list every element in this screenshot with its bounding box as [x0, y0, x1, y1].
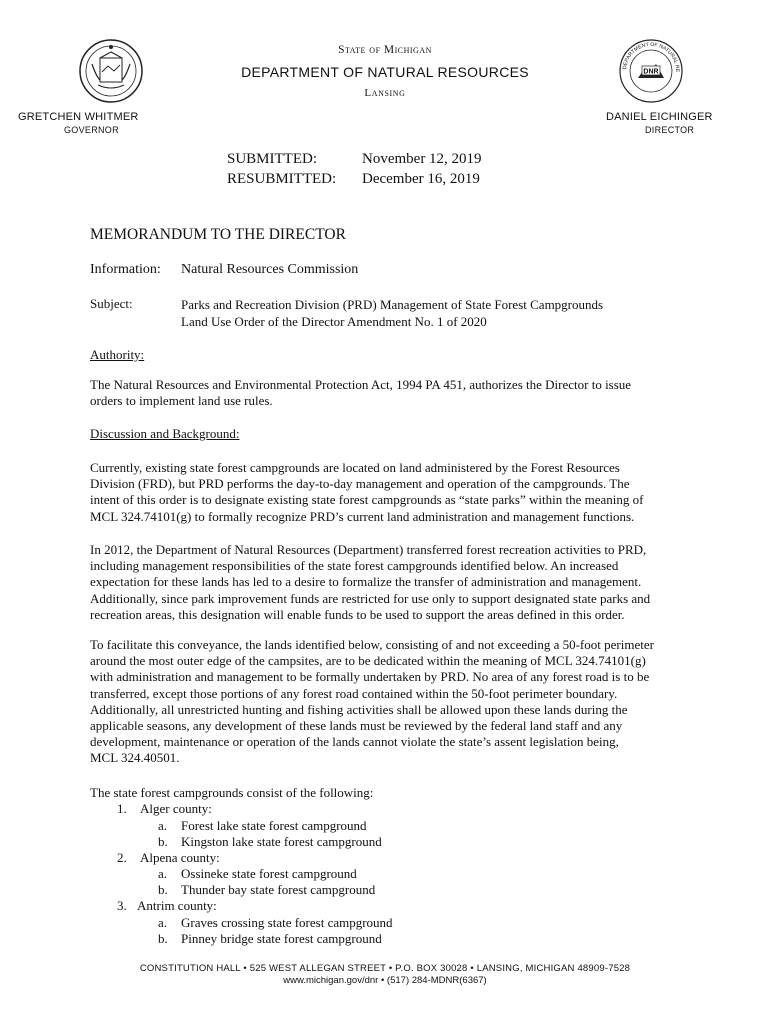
list-letter: a. — [158, 915, 168, 930]
footer-contact: www.michigan.gov/dnr • (517) 284-MDNR(6367) — [283, 975, 487, 986]
paragraph-line: around the most outer edge of the campsites, are to be dedicated within the meaning of MCL 324.74101(g) — [90, 653, 646, 669]
discussion-paragraph-1 — [90, 460, 680, 525]
county-name: Antrim county: — [137, 898, 217, 913]
list-letter: a. — [158, 818, 168, 833]
svg-text:DNR: DNR — [643, 68, 659, 76]
paragraph-line: applicable seasons, any development of these lands must be reviewed by the federal land staff and any — [90, 718, 623, 734]
director-title: DIRECTOR — [645, 125, 695, 135]
paragraph-line: The Natural Resources and Environmental Protection Act, 1994 PA 451, authorizes the Director to issue — [90, 377, 632, 392]
paragraph-line: with administration and management to be formally undertaken by PRD. No area of any forest road is to be — [90, 669, 650, 685]
list-letter: b. — [158, 834, 168, 849]
paragraph-line: orders to implement land use rules. — [90, 393, 273, 409]
information-label: Information: — [90, 262, 161, 277]
subject-label: Subject: — [90, 296, 133, 311]
paragraph-line: Currently, existing state forest campgrounds are located on land administered by the Forest Resources — [90, 460, 620, 475]
governor-title: GOVERNOR — [64, 125, 119, 135]
paragraph-line: Additionally, all unrestricted hunting and fishing activities shall be allowed upon these lands during the — [90, 701, 628, 717]
paragraph-line: intent of this order is to designate existing state forest campgrounds as “state parks” within the meaning of — [90, 492, 644, 508]
submitted-date: November 12, 2019 — [362, 151, 482, 167]
paragraph-line: expectation for these lands has led to a desire to formalize the transfer of administration and management. — [90, 574, 642, 590]
authority-heading: Authority: — [90, 347, 145, 362]
information-value: Natural Resources Commission — [181, 262, 359, 277]
resubmitted-date: December 16, 2019 — [362, 171, 480, 187]
paragraph-line: recreation areas, this designation will enable funds to be used to support the areas defined in this order. — [90, 606, 625, 622]
campground-name: Pinney bridge state forest campground — [181, 931, 382, 946]
paragraph-line: To facilitate this conveyance, the lands identified below, consisting of and not exceeding a 50-foot perimeter — [90, 637, 654, 652]
state-heading: State of Michigan — [338, 44, 432, 56]
paragraph-line: MCL 324.74101(g) to formally recognize PRD’s current land administration and management functions. — [90, 508, 635, 524]
paragraph-line: transferred, except those portions of any forest road contained within the 50-foot perimeter boundary. — [90, 685, 618, 701]
list-number: 3. — [117, 898, 127, 913]
paragraph-line: MCL 324.40501. — [90, 750, 180, 766]
campground-name: Kingston lake state forest campground — [181, 834, 382, 849]
list-intro: The state forest campgrounds consist of the following: — [90, 785, 374, 800]
paragraph-line: development, maintenance or operation of the lands cannot violate the state’s assent legislation being, — [90, 734, 619, 750]
county-name: Alger county: — [140, 801, 212, 816]
campground-name: Forest lake state forest campground — [181, 818, 367, 833]
paragraph-line: including management responsibilities of the state forest campgrounds identified below. An increased — [90, 558, 619, 574]
footer-address: CONSTITUTION HALL • 525 WEST ALLEGAN STREET • P.O. BOX 30028 • LANSING, MICHIGAN 48909-7528 — [139, 963, 631, 974]
discussion-paragraph-3 — [90, 637, 680, 767]
list-letter: b. — [158, 931, 168, 946]
list-number: 1. — [117, 801, 127, 816]
list-number: 2. — [117, 850, 127, 865]
paragraph-line: Additionally, since park improvement funds are restricted for use only to support designated state parks and — [90, 590, 651, 606]
submitted-label: SUBMITTED: — [227, 151, 317, 167]
paragraph-line: Division (FRD), but PRD performs the day-to-day management and operation of the campgrounds. The — [90, 476, 630, 492]
svg-text:DEPARTMENT OF NATURAL RESOURCE: DEPARTMENT OF NATURAL RE — [622, 41, 681, 73]
paragraph-line: In 2012, the Department of Natural Resources (Department) transferred forest recreation activities to PRD, — [90, 542, 647, 557]
resubmitted-label: RESUBMITTED: — [227, 171, 337, 187]
memo-title: MEMORANDUM TO THE DIRECTOR — [90, 226, 346, 243]
city-heading: Lansing — [364, 87, 406, 99]
dnr-seal-logo — [618, 38, 684, 104]
campground-name: Graves crossing state forest campground — [181, 915, 393, 930]
campground-name: Thunder bay state forest campground — [181, 882, 376, 897]
subject-line-2: Land Use Order of the Director Amendment No. 1 of 2020 — [181, 314, 487, 329]
department-heading: DEPARTMENT OF NATURAL RESOURCES — [241, 64, 529, 80]
county-name: Alpena county: — [140, 850, 220, 865]
director-name: DANIEL EICHINGER — [606, 111, 713, 123]
subject-line-1: Parks and Recreation Division (PRD) Management of State Forest Campgrounds — [181, 297, 604, 312]
list-letter: b. — [158, 882, 168, 897]
governor-name: GRETCHEN WHITMER — [18, 111, 139, 123]
discussion-paragraph-2 — [90, 542, 680, 623]
list-letter: a. — [158, 866, 168, 881]
discussion-heading: Discussion and Background: — [90, 426, 240, 441]
authority-paragraph — [90, 377, 680, 409]
campground-name: Ossineke state forest campground — [181, 866, 357, 881]
